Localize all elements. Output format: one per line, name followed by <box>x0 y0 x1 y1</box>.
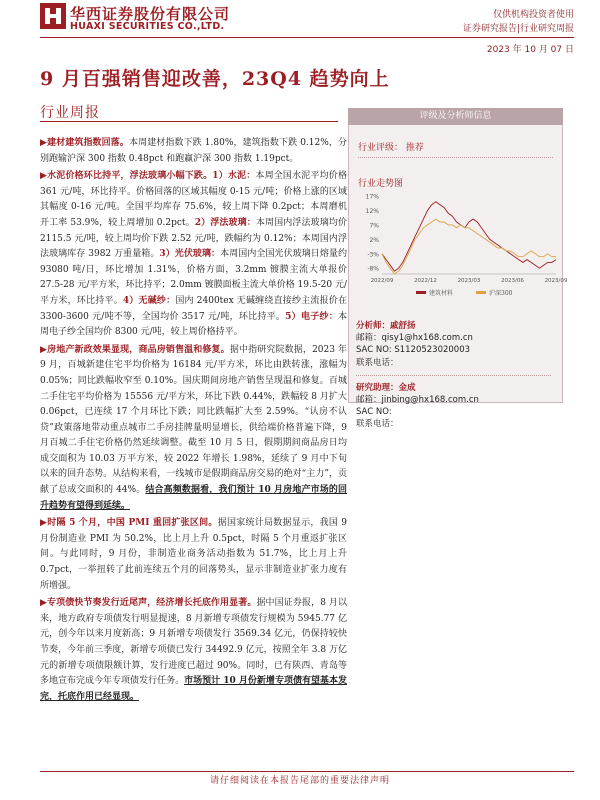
phone-label: 联系电话： <box>356 419 399 430</box>
paragraph-conclusion: 结合高频数据看，我们预计 10 月房地产市场的回升趋势有望得到延续。 <box>40 485 347 511</box>
paragraph-pmi <box>40 516 347 594</box>
analyst-role: 研究助理： <box>356 382 399 393</box>
audience-note: 仅供机构投资者使用 <box>492 10 574 20</box>
analyst-email[interactable]: qisy1@hx168.com.cn <box>381 333 473 344</box>
trend-chart <box>356 190 568 300</box>
paragraph-property <box>40 343 347 515</box>
bullet-arrow-icon: ▶ <box>40 344 48 355</box>
sac-label: SAC NO: <box>356 407 392 418</box>
paragraph-conclusion: 市场预计 10 月份新增专项债有望基本发完，托底作用已经显现。 <box>40 676 347 702</box>
x-tick-label: 2023/09 <box>544 278 568 284</box>
x-tick-label: 2023/03 <box>457 278 481 284</box>
subhead-fiberglass: 4）无碱纱： <box>122 295 176 306</box>
paragraph-text: 据中国证券报，8 月以来，地方政府专项债发行明显提速，8 月新增专项债发行规模为 5945.77 亿元，创今年以来月度新高；9 月新增专项债发行 3569.34 亿元，仍保持较快节奏，今年前三季度，新增专项债已发行 34492.9 亿元，按照全年 3.8 万亿元的新增专项债限额计算，发行进度已超过 90%。同时，已有陕西、青岛等多地宣布完成今年专项债发行任务。 <box>40 598 347 687</box>
paragraph-bonds <box>40 596 347 705</box>
bullet-arrow-icon: ▶ <box>40 598 48 609</box>
analyst-1 <box>356 320 561 369</box>
series-line-1 <box>382 219 556 274</box>
company-name-en: HUAXI SECURITIES CO.,LTD. <box>70 21 225 32</box>
y-tick-label: 7% <box>369 222 379 230</box>
paragraph-text: 本周国内全国光伏玻璃日熔量约 93080 吨/日，环比增加 1.31%，价格方面，3.2mm 镀膜主流大单报价 27.5-28 元/平方米，环比持平；2.0mm 镀膜面板主流大单价格 19.5-20 元/平方米，环比持平。 <box>40 249 347 306</box>
subhead-pv-glass: 3）光伏玻璃： <box>159 249 221 260</box>
analyst-2 <box>356 382 561 431</box>
analyst-name: 金成 <box>398 382 416 393</box>
report-body <box>40 136 347 707</box>
x-tick-label: 2023/06 <box>501 278 524 284</box>
paragraph-lead: 时隔 5 个月，中国 PMI 重回扩张区间。 <box>47 518 218 529</box>
company-logo <box>40 3 66 29</box>
legend-swatch <box>416 291 426 294</box>
y-tick-label: 12% <box>365 207 379 215</box>
paragraph-lead: 建材建筑指数回落。 <box>47 138 129 148</box>
paragraph-index <box>40 136 347 167</box>
legend-label: 建筑材料 <box>429 290 454 297</box>
legal-notice: 请仔细阅读在本报告尾部的重要法律声明 <box>209 776 390 786</box>
industry-rating: 行业评级： 推荐 <box>358 143 424 153</box>
dotted-divider <box>356 375 551 376</box>
subhead-float-glass: 2）浮法玻璃： <box>194 217 256 228</box>
x-tick-label: 2022/09 <box>370 278 394 284</box>
series-line-0 <box>382 202 556 271</box>
bullet-arrow-icon: ▶ <box>40 171 48 182</box>
analyst-info <box>356 320 561 431</box>
paragraph-lead: 专项债快节奏发行近尾声，经济增长托底作用显著。 <box>47 598 257 609</box>
sac-number: S1120523020003 <box>394 345 471 356</box>
legend-label: 沪深300 <box>489 290 513 297</box>
subhead-e-yarn: 5）电子纱： <box>285 311 338 322</box>
analyst-email[interactable]: jinbing@hx168.com.cn <box>381 395 479 406</box>
paragraph-lead: 水泥价格环比持平，浮法玻璃小幅下跌。 <box>47 171 213 182</box>
paragraph-materials <box>40 169 347 341</box>
trend-chart-title: 行业走势图 <box>358 179 404 189</box>
section-title: 行业周报 <box>40 105 100 121</box>
paragraph-text: 本周全国水泥平均价格 361 元/吨，环比持平。价格回落的区域其幅度 0-15 元/吨；价格上涨的区域其幅度 0-16 元/吨。全国平均库存 75.6%，较上周下降 0.2pct；本周磨机开工率 53.9%，较上周增加 0.2pct。 <box>40 171 347 228</box>
paragraph-text: 本周电子纱全国均价 8300 元/吨，较上周价格持平。 <box>40 311 348 338</box>
sac-label: SAC NO: <box>356 345 392 356</box>
report-date: 2023 年 10 月 07 日 <box>486 45 574 55</box>
legend-swatch <box>476 291 486 294</box>
section-rule <box>40 121 338 122</box>
header-rule <box>40 37 574 38</box>
phone-label: 联系电话： <box>356 357 399 368</box>
analyst-role: 分析师： <box>356 321 391 331</box>
y-tick-label: 17% <box>365 193 379 201</box>
paragraph-text: 国内 2400tex 无碱缠绕直接纱主流报价在 3300-3600 元/吨不等，全国均价 3517 元/吨，环比持平。 <box>40 295 347 322</box>
paragraph-text: 本周国内浮法玻璃均价 2115.5 元/吨，较上周均价下跌 2.52 元/吨，跌幅约为 0.12%；本周国内浮法玻璃库存 3982 万重量箱。 <box>40 217 347 260</box>
x-tick-label: 2022/12 <box>414 278 437 284</box>
bullet-arrow-icon: ▶ <box>40 138 48 148</box>
email-label: 邮箱： <box>356 395 382 406</box>
bullet-arrow-icon: ▶ <box>40 518 48 529</box>
report-type: 证券研究报告|行业研究周报 <box>462 24 574 34</box>
company-name-cn: 华西证券股份有限公司 <box>70 5 231 23</box>
paragraph-text: 据国家统计局数据显示，我国 9 月份制造业 PMI 为 50.2%，比上月上升 0.5pct，时隔 5 个月重返扩张区间。与此同时，9 月份，非制造业商务活动指数为 51.7%，比上月上升 0.7pct，一举扭转了此前连续五个月的回落势头，显示非制造业扩张力度有所增强。 <box>40 518 347 591</box>
subhead-cement: 1）水泥： <box>212 171 256 182</box>
report-title: 9 月百强销售迎改善，23Q4 趋势向上 <box>40 68 390 90</box>
paragraph-text: 据中指研究院数据，2023 年 9 月，百城新建住宅平均价格为 16184 元/平方米，环比由跌转涨，涨幅为 0.05%；同比跌幅收窄至 0.10%。国庆期间房地产销售呈现温和修复。百城二手住宅平均价格为 15556 元/平方米，环比下跌 0.44%，跌幅较 8 月扩大 0.06pct，已连续 17 个月环比下跌；同比跌幅扩大至 2.59%。“认房不认贷”政策落地带动重点城市二手房挂牌量明显增长，供给端价格普遍下降，9 月百城二手住宅价格仍然延续调整。截至 10 月 5 日，假期期间商品房日均成交面积为 10.03 万平方米，较 2022 年增长 1.98%，延续了 9 月中下旬以来的回升态势。从结构来看，一线城市是假期商品房交易的绝对“主力”，贡献了总成交面积的 44%。 <box>40 344 347 496</box>
paragraph-text: 本周建材指数下跌 1.80%，建筑指数下跌 0.12%，分别跑输沪深 300 指数 0.48pct 和跑赢沪深 300 指数 1.19pct。 <box>40 138 347 164</box>
y-tick-label: 2% <box>369 236 379 244</box>
dotted-divider <box>358 157 553 158</box>
panel-header: 评级及分析师信息 <box>348 108 563 125</box>
email-label: 邮箱： <box>356 333 382 344</box>
y-tick-label: -8% <box>367 265 379 273</box>
paragraph-lead: 房地产新政效果显现，商品房销售温和修复。 <box>47 344 230 355</box>
y-tick-label: -3% <box>367 251 379 259</box>
analyst-name: 戚舒扬 <box>390 321 416 331</box>
